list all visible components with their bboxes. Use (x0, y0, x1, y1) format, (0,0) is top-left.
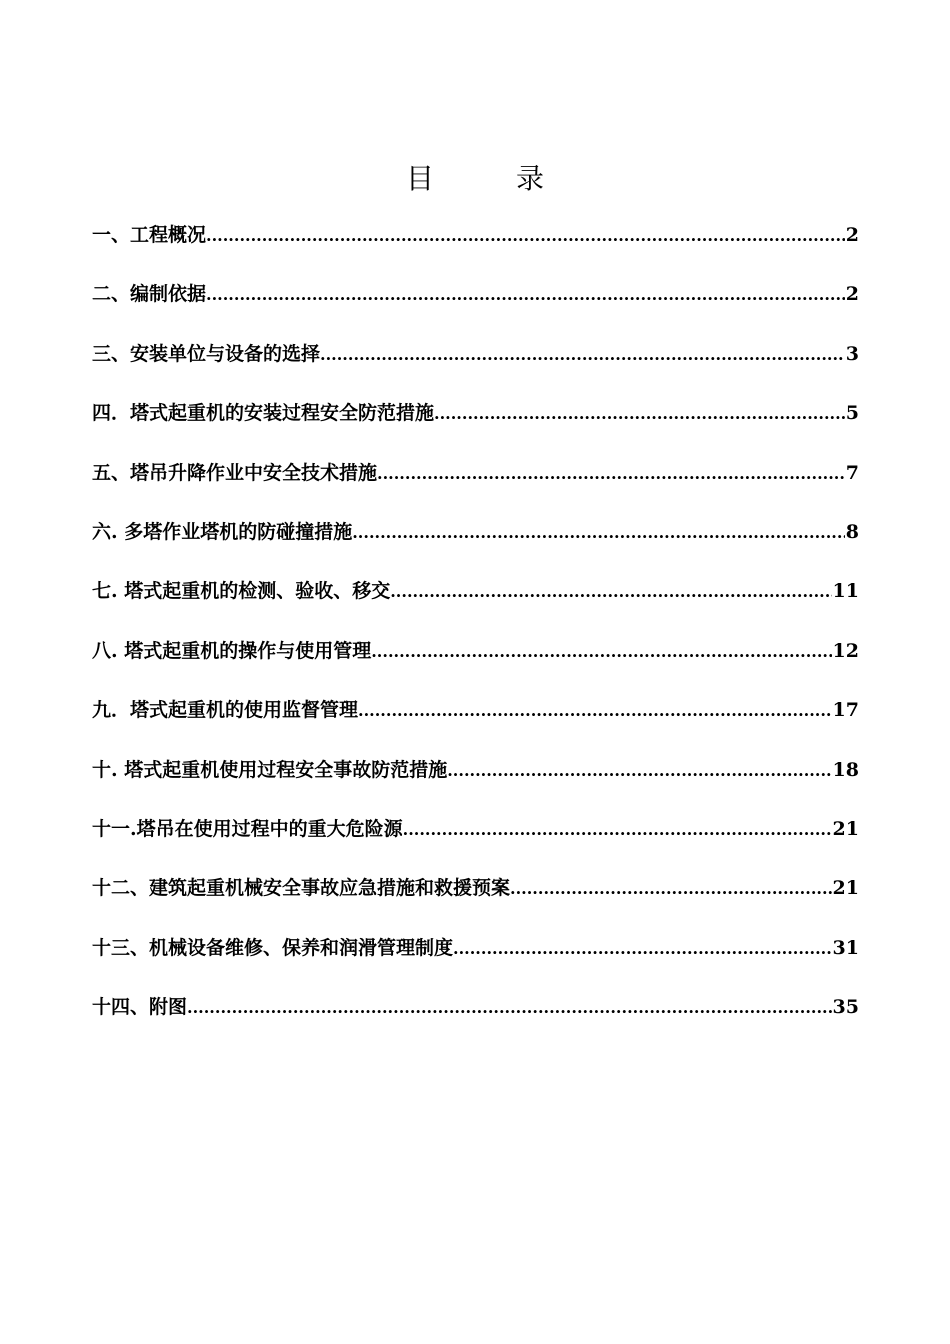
toc-entry-page: 2 (845, 224, 859, 246)
toc-entry-page: 21 (832, 817, 859, 840)
toc-entry-page: 2 (845, 283, 859, 306)
dot-leader (434, 404, 845, 423)
toc-title-part2: 录 (516, 162, 545, 195)
toc-entry-page: 12 (832, 639, 859, 662)
toc-entry-label: 五、塔吊升降作业中安全技术措施 (92, 461, 378, 484)
dot-leader (447, 761, 831, 780)
toc-entry[interactable] (92, 873, 859, 932)
dot-leader (390, 582, 831, 601)
toc-entry[interactable] (92, 279, 859, 338)
dot-leader (510, 879, 832, 898)
toc-entry-label: 一、工程概况 (92, 224, 207, 246)
toc-entry-label: 九．塔式起重机的使用监督管理 (92, 699, 359, 722)
toc-entry-page: 18 (832, 758, 859, 781)
dot-leader (358, 701, 832, 720)
dot-leader (206, 226, 845, 245)
toc-entry-label: 八. 塔式起重机的操作与使用管理 (92, 639, 372, 662)
toc-entry[interactable] (92, 933, 859, 992)
toc-entry[interactable] (92, 695, 859, 754)
dot-leader (187, 998, 832, 1017)
toc-entry[interactable] (92, 576, 859, 635)
toc-entry-label: 六. 多塔作业塔机的防碰撞措施 (92, 520, 353, 543)
toc-entry-page: 7 (845, 461, 859, 484)
toc-entry-page: 3 (845, 342, 859, 365)
dot-leader (403, 820, 832, 839)
toc-entry-label: 十四、附图 (92, 996, 188, 1019)
toc-entry-page: 5 (845, 402, 859, 425)
toc-entry-label: 七. 塔式起重机的检测、验收、移交 (92, 580, 391, 603)
toc-entry-label: 十. 塔式起重机使用过程安全事故防范措施 (92, 758, 448, 781)
toc-entry-label: 十二、建筑起重机械安全事故应急措施和救援预案 (92, 877, 511, 900)
toc-entry[interactable] (92, 517, 859, 576)
toc-entry[interactable] (92, 755, 859, 814)
toc-entry[interactable] (92, 398, 859, 457)
toc-entry-label: 十一.塔吊在使用过程中的重大危险源 (92, 817, 403, 840)
dot-leader (320, 345, 845, 364)
toc-entry[interactable] (92, 992, 859, 1051)
toc-list (92, 220, 859, 1051)
toc-entry-label: 四．塔式起重机的安装过程安全防范措施 (92, 402, 435, 425)
toc-entry-page: 11 (832, 580, 859, 603)
toc-entry-page: 8 (845, 520, 859, 543)
toc-entry-page: 17 (832, 699, 859, 722)
toc-title-part1: 目 (405, 162, 434, 195)
toc-entry-label: 三、安装单位与设备的选择 (92, 342, 321, 365)
dot-leader (453, 939, 832, 958)
dot-leader (352, 523, 845, 542)
dot-leader (371, 642, 831, 661)
toc-entry[interactable] (92, 814, 859, 873)
toc-title (0, 157, 950, 197)
toc-entry-page: 31 (832, 936, 859, 959)
toc-entry-page: 35 (832, 996, 859, 1019)
toc-entry-label: 二、编制依据 (92, 283, 207, 306)
toc-entry[interactable] (92, 458, 859, 517)
toc-entry[interactable] (92, 220, 859, 279)
dot-leader (206, 285, 845, 304)
toc-entry-page: 21 (832, 877, 859, 900)
toc-entry[interactable] (92, 636, 859, 695)
toc-entry[interactable] (92, 339, 859, 398)
dot-leader (377, 464, 845, 483)
toc-entry-label: 十三、机械设备维修、保养和润滑管理制度 (92, 936, 454, 959)
